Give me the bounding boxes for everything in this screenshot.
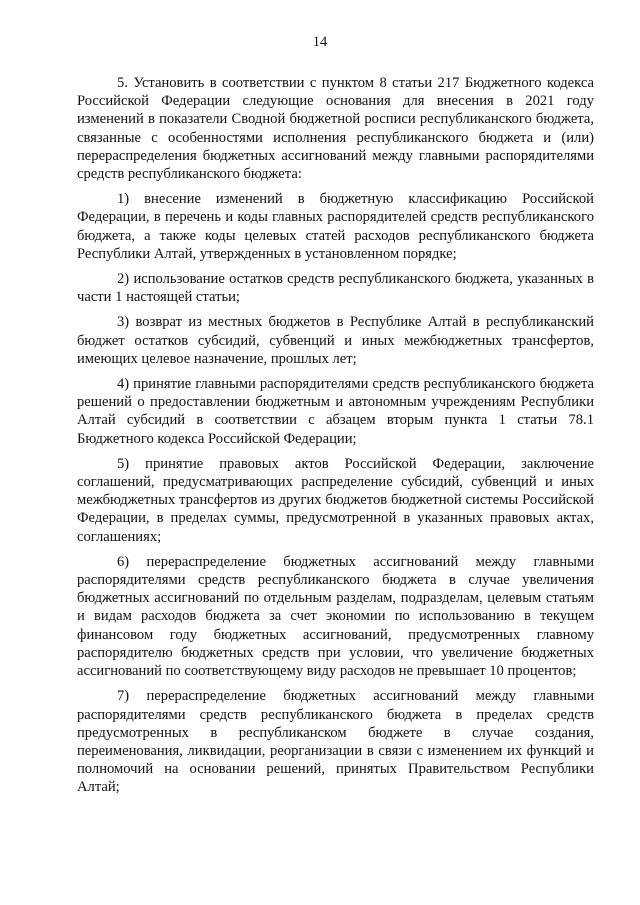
- document-body: [77, 74, 594, 804]
- page-number: 14: [312, 34, 328, 50]
- paragraph-subitem-5: 5) принятие правовых актов Российской Федерации, заключение соглашений, предусматривающих распределение субсидий, субвенций и иных межбюджетных трансфертов из других бюджетов бюджетной системы Российской Федерации, в пределах суммы, предусмотренной в указанных правовых актах, соглашениях;: [77, 455, 594, 545]
- paragraph-subitem-3: 3) возврат из местных бюджетов в Республике Алтай в республиканский бюджет остатков субсидий, субвенций и иных межбюджетных трансфертов, имеющих целевое назначение, прошлых лет;: [77, 314, 594, 367]
- paragraph-subitem-4: 4) принятие главными распорядителями средств республиканского бюджета решений о предоставлении бюджетным и автономным учреждениям Республики Алтай субсидий в соответствии с абзацем вторым пункта 1 статьи 78.1 Бюджетного кодекса Российской Федерации;: [77, 376, 594, 447]
- paragraph-item-5: 5. Установить в соответствии с пунктом 8 статьи 217 Бюджетного кодекса Российской Федерации следующие основания для внесения в 2021 году изменений в показатели Сводной бюджетной росписи республиканского бюджета, связанные с особенностями исполнения республиканского бюджета и (или) перераспределения бюджетных ассигнований между главными распорядителями средств республиканского бюджета:: [77, 75, 594, 183]
- paragraph-subitem-6: 6) перераспределение бюджетных ассигнований между главными распорядителями средств республиканского бюджета в случае увеличения бюджетных ассигнований по отдельным разделам, подразделам, целевым статьям и видам расходов бюджета за счет экономии по использованию в текущем финансовом году бюджетных ассигнований, предусмотренных главному распорядителю бюджетных средств при условии, что увеличение бюджетных ассигнований по соответствующему виду расходов не превышает 10 процентов;: [77, 553, 594, 680]
- paragraph-subitem-1: 1) внесение изменений в бюджетную классификацию Российской Федерации, в перечень и коды главных распорядителей средств республиканского бюджета, а также коды целевых статей расходов республиканского бюджета Республики Алтай, утвержденных в установленном порядке;: [77, 191, 594, 262]
- paragraph-subitem-2: 2) использование остатков средств республиканского бюджета, указанных в части 1 настоящей статьи;: [77, 271, 594, 306]
- paragraph-subitem-7: 7) перераспределение бюджетных ассигнований между главными распорядителями средств республиканского бюджета в пределах средств предусмотренных в республиканском бюджете в случае создания, переименования, ликвидации, реорганизации в связи с изменением их функций и полномочий на основании решений, принятых Правительством Республики Алтай;: [77, 688, 594, 796]
